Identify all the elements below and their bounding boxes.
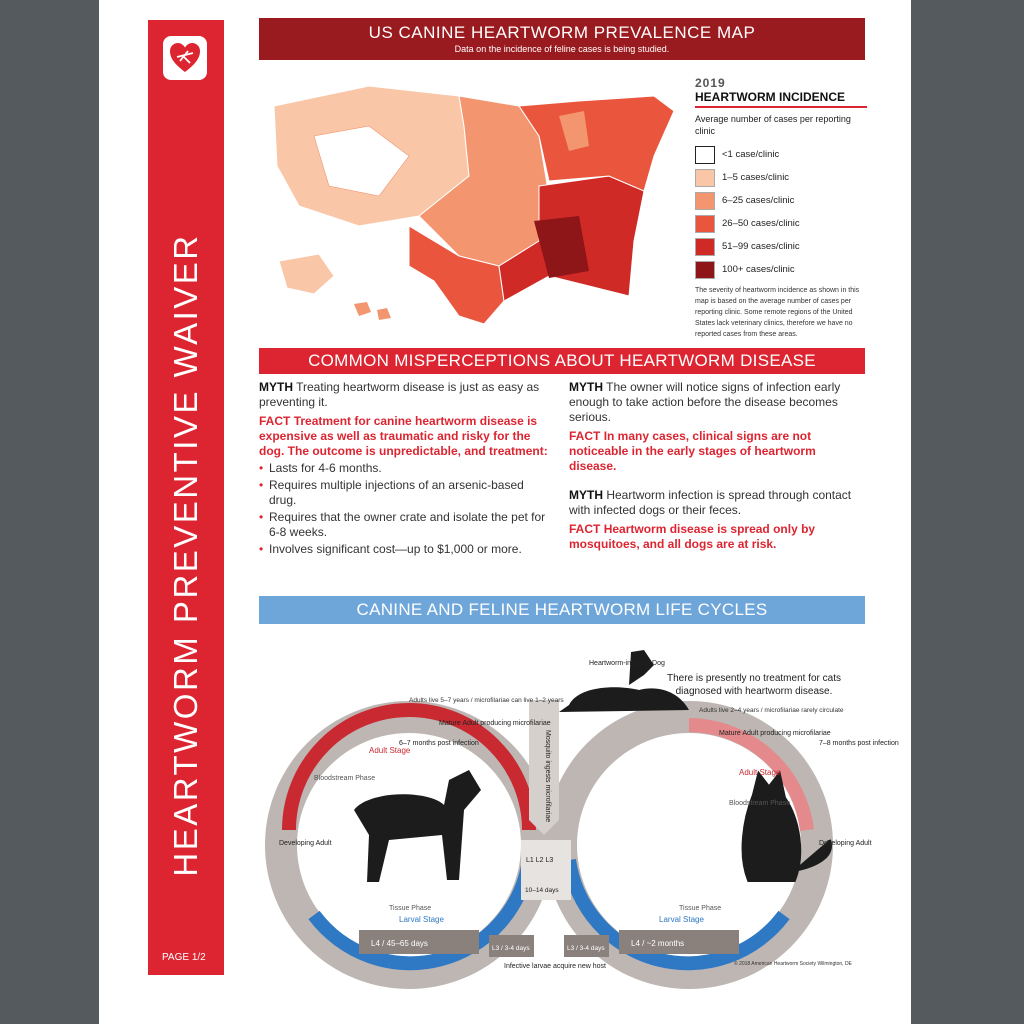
legend-swatch [695, 215, 715, 233]
cat-treatment-note: There is presently no treatment for cats diagnosed with heartworm disease. [667, 673, 841, 697]
page-number: PAGE 1/2 [162, 952, 206, 963]
legend-label: 100+ cases/clinic [722, 264, 795, 275]
map-legend [695, 76, 867, 340]
dog-l4-label: L4 / 45–65 days [371, 939, 428, 948]
fact-block [569, 522, 863, 552]
dog-adult-stage-label: Adult Stage [369, 746, 411, 755]
legend-subtitle: Average number of cases per reporting clinic [695, 114, 851, 136]
legend-swatch [695, 261, 715, 279]
legend-title: HEARTWORM INCIDENCE [695, 90, 867, 108]
cat-mature-label: Mature Adult producing microfilariae [719, 730, 831, 737]
legend-item [695, 212, 867, 235]
myth-label: MYTH [569, 488, 603, 502]
fact-text: Treatment for canine heartworm disease is expensive as well as traumatic and risky for the dog. The outcome is unpredictable, and treatment: [259, 414, 548, 458]
fact-label: FACT [569, 429, 601, 443]
myth-text: The owner will notice signs of infection early enough to take action before the disease becomes serious. [569, 380, 841, 424]
legend-swatch [695, 192, 715, 210]
legend-swatch [695, 146, 715, 164]
cat-tissue-label: Tissue Phase [679, 905, 722, 912]
list-item: • Lasts for 4-6 months. [259, 461, 553, 476]
copyright: © 2018 American Heartworm Society Wilmington, DE [734, 961, 852, 967]
fact-block [259, 414, 553, 459]
sidebar [148, 20, 224, 975]
legend-item [695, 235, 867, 258]
myth-label: MYTH [569, 380, 603, 394]
legend-item [695, 189, 867, 212]
heart-mosquito-logo-icon [163, 36, 207, 80]
legend-item [695, 166, 867, 189]
legend-label: <1 case/clinic [722, 149, 780, 160]
dog-l3-label: L3 / 3-4 days [492, 945, 530, 952]
larvae-stages-label: L1 L2 L3 [526, 857, 554, 864]
map-banner [259, 18, 865, 60]
cat-adult-stage-label: Adult Stage [739, 768, 781, 777]
waiver-page [99, 0, 911, 1024]
legend-label: 6–25 cases/clinic [722, 195, 795, 206]
list-item: • Requires that the owner crate and isolate the pet for 6-8 weeks. [259, 510, 553, 540]
legend-year: 2019 [695, 76, 726, 90]
dog-post-label: 6–7 months post infection [399, 740, 479, 747]
lifecycle-banner: CANINE AND FELINE HEARTWORM LIFE CYCLES [259, 596, 865, 624]
list-item: • Involves significant cost—up to $1,000 or more. [259, 542, 553, 557]
fact-text: In many cases, clinical signs are not noticeable in the early stages of heartworm disease. [569, 429, 816, 473]
map-subtitle: Data on the incidence of feline cases is being studied. [454, 44, 670, 54]
cat-l4-label: L4 / ~2 months [631, 939, 685, 948]
cat-adult-label: Adults live 2–4 years / microfilariae rarely circulate [699, 707, 844, 714]
legend-swatch [695, 169, 715, 187]
cat-l3-label: L3 / 3-4 days [567, 945, 605, 952]
myth-block [569, 380, 863, 425]
legend-label: 51–99 cases/clinic [722, 241, 800, 252]
cat-larval-stage-label: Larval Stage [659, 915, 704, 924]
waiver-title: HEARTWORM PREVENTIVE WAIVER [167, 233, 204, 877]
cat-developing-label: Developing Adult [819, 840, 872, 847]
dog-mature-label: Mature Adult producing microfilariae [439, 720, 551, 727]
infected-dog-label: Heartworm-infected Dog [589, 660, 665, 667]
fact-block [569, 429, 863, 474]
legend-label: 1–5 cases/clinic [722, 172, 790, 183]
legend-label: 26–50 cases/clinic [722, 218, 800, 229]
prevalence-map [259, 66, 689, 336]
dog-adult-label: Adults live 5–7 years / microfilariae can live 1–2 years [409, 697, 564, 704]
map-title: US CANINE HEARTWORM PREVALENCE MAP [368, 23, 756, 42]
legend-note: The severity of heartworm incidence as shown in this map is based on the average number of cases per reporting clinic. Some remote regions of the United States lack veterinary clinics, therefore we have no reported cases from these areas. [695, 287, 860, 338]
misperceptions-right-column [569, 380, 863, 552]
developing-adult-label: Developing Adult [279, 840, 332, 847]
myth-text: Treating heartworm disease is just as easy as preventing it. [259, 380, 540, 409]
treatment-list [259, 461, 553, 557]
legend-item [695, 143, 867, 166]
myth-block [259, 380, 553, 410]
fact-text: Heartworm disease is spread only by mosquitoes, and all dogs are at risk. [569, 522, 816, 551]
map-alaska [279, 254, 334, 294]
dog-silhouette [354, 770, 481, 882]
fact-label: FACT [259, 414, 291, 428]
legend-swatch [695, 238, 715, 256]
myth-label: MYTH [259, 380, 293, 394]
cat-post-label: 7–8 months post infection [819, 740, 899, 747]
myth-text: Heartworm infection is spread through contact with infected dogs or their feces. [569, 488, 852, 517]
mosquito-label: Mosquito ingests microfilariae [544, 730, 551, 823]
list-item: • Requires multiple injections of an arsenic-based drug. [259, 478, 553, 508]
bloodstream-label: Bloodstream Phase [314, 775, 376, 782]
cat-bloodstream-label: Bloodstream Phase [729, 800, 791, 807]
larvae-days-label: 10–14 days [525, 887, 559, 894]
infective-label: Infective larvae acquire new host [504, 963, 606, 970]
myth-block [569, 488, 863, 518]
map-hawaii [354, 302, 391, 320]
dog-larval-stage-label: Larval Stage [399, 915, 444, 924]
fact-label: FACT [569, 522, 601, 536]
misperceptions-left-column [259, 380, 553, 559]
tissue-label: Tissue Phase [389, 905, 432, 912]
misperceptions-banner: COMMON MISPERCEPTIONS ABOUT HEARTWORM DISEASE [259, 348, 865, 374]
legend-item [695, 258, 867, 281]
